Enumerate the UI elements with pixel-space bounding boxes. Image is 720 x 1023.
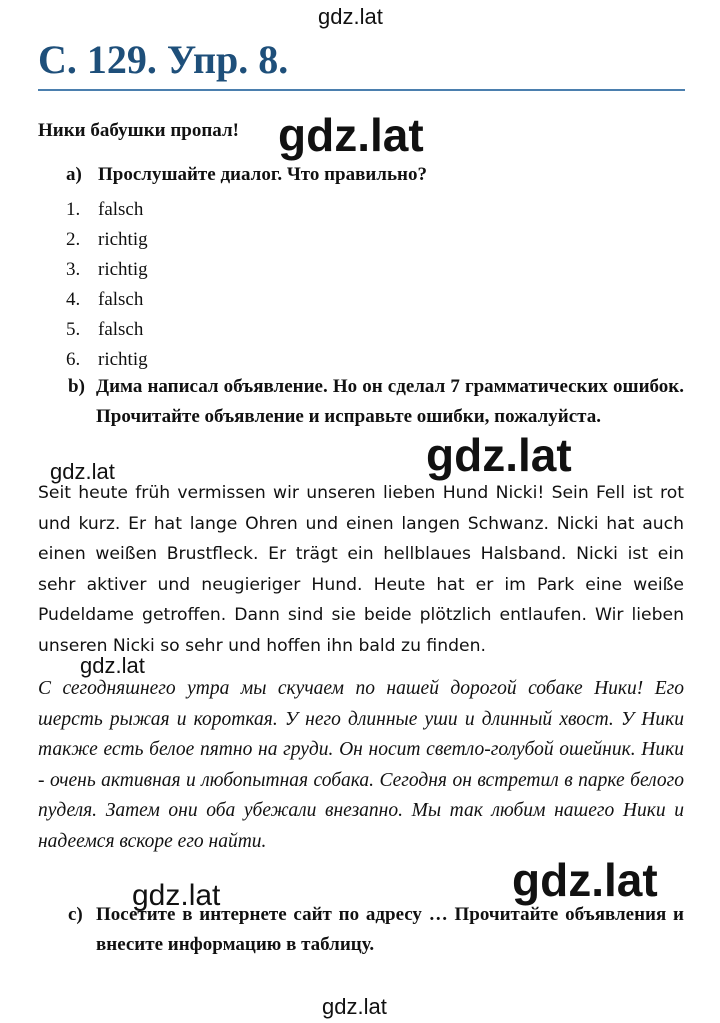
answer-value: falsch — [98, 289, 144, 310]
answer-value: richtig — [98, 259, 148, 280]
answer-value: richtig — [98, 349, 148, 370]
section-c-text: Посетите в интернете сайт по адресу … Прочитайте объявления и внесите информацию в таблицу. — [96, 904, 684, 955]
page-title: С. 129. Упр. 8. — [38, 37, 289, 82]
answer-number: 5. — [66, 319, 81, 340]
answer-value: falsch — [98, 199, 144, 220]
answer-item — [66, 255, 148, 285]
german-announcement: Seit heute früh vermissen wir unseren lieben Hund Nicki! Sein Fell ist rot und kurz. Er hat lange Ohren und einen langen Schwanz. Nicki hat auch einen weißen Brustfleck. Er trägt ein hellblaues Halsband. Nicki ist ein sehr aktiver und neugieriger Hund. Heute hat er im Park eine weiße Pudeldame getroffen. Dann sind sie beide plötzlich entlaufen. Wir lieben unseren Nicki so sehr und hoffen ihn bald zu finden. — [38, 483, 684, 656]
answer-value: falsch — [98, 319, 144, 340]
answer-item — [66, 345, 148, 375]
section-a-letter: a) — [66, 164, 82, 185]
russian-translation: С сегодняшнего утра мы скучаем по нашей дорогой собаке Ники! Его шерсть рыжая и короткая. У него длинные уши и длинный хвост. У Ники также есть белое пятно на груди. Он носит светло-голубой ошейник. Ники - очень активная и любопытная собака. Сегодня он встретил в парке белого пуделя. Затем они оба убежали внезапно. Мы так любим нашего Ники и надеемся вскоре его найти. — [38, 678, 684, 852]
answer-list — [66, 195, 148, 375]
exercise-heading: Ники бабушки пропал! — [38, 120, 239, 141]
watermark-top: gdz.lat — [318, 4, 383, 29]
answer-number: 1. — [66, 199, 81, 220]
answer-item — [66, 225, 148, 255]
watermark-right-bottom: gdz.lat — [512, 854, 658, 906]
watermark-footer: gdz.lat — [322, 994, 387, 1019]
answer-item — [66, 315, 148, 345]
title-divider — [38, 89, 685, 91]
section-b-instructions — [68, 372, 684, 432]
section-b-text: Дима написал объявление. Но он сделал 7 грамматических ошибок. Прочитайте объявление и исправьте ошибки, пожалуйста. — [96, 376, 684, 427]
watermark-left-bottom: gdz.lat — [132, 879, 221, 912]
watermark-center-mid: gdz.lat — [426, 429, 572, 481]
answer-item — [66, 195, 148, 225]
answer-number: 3. — [66, 259, 81, 280]
section-c-letter: c) — [68, 904, 83, 925]
watermark-heading-overlay: gdz.lat — [278, 109, 424, 161]
section-a-question — [66, 164, 427, 186]
section-a-text: Прослушайте диалог. Что правильно? — [98, 164, 427, 185]
answer-value: richtig — [98, 229, 148, 250]
answer-number: 4. — [66, 289, 81, 310]
watermark-left-mid: gdz.lat — [50, 459, 115, 484]
section-b-letter: b) — [68, 376, 85, 397]
answer-number: 2. — [66, 229, 81, 250]
watermark-left-lower: gdz.lat — [80, 653, 145, 678]
answer-item — [66, 285, 148, 315]
section-c-instructions — [68, 900, 684, 960]
answer-number: 6. — [66, 349, 81, 370]
